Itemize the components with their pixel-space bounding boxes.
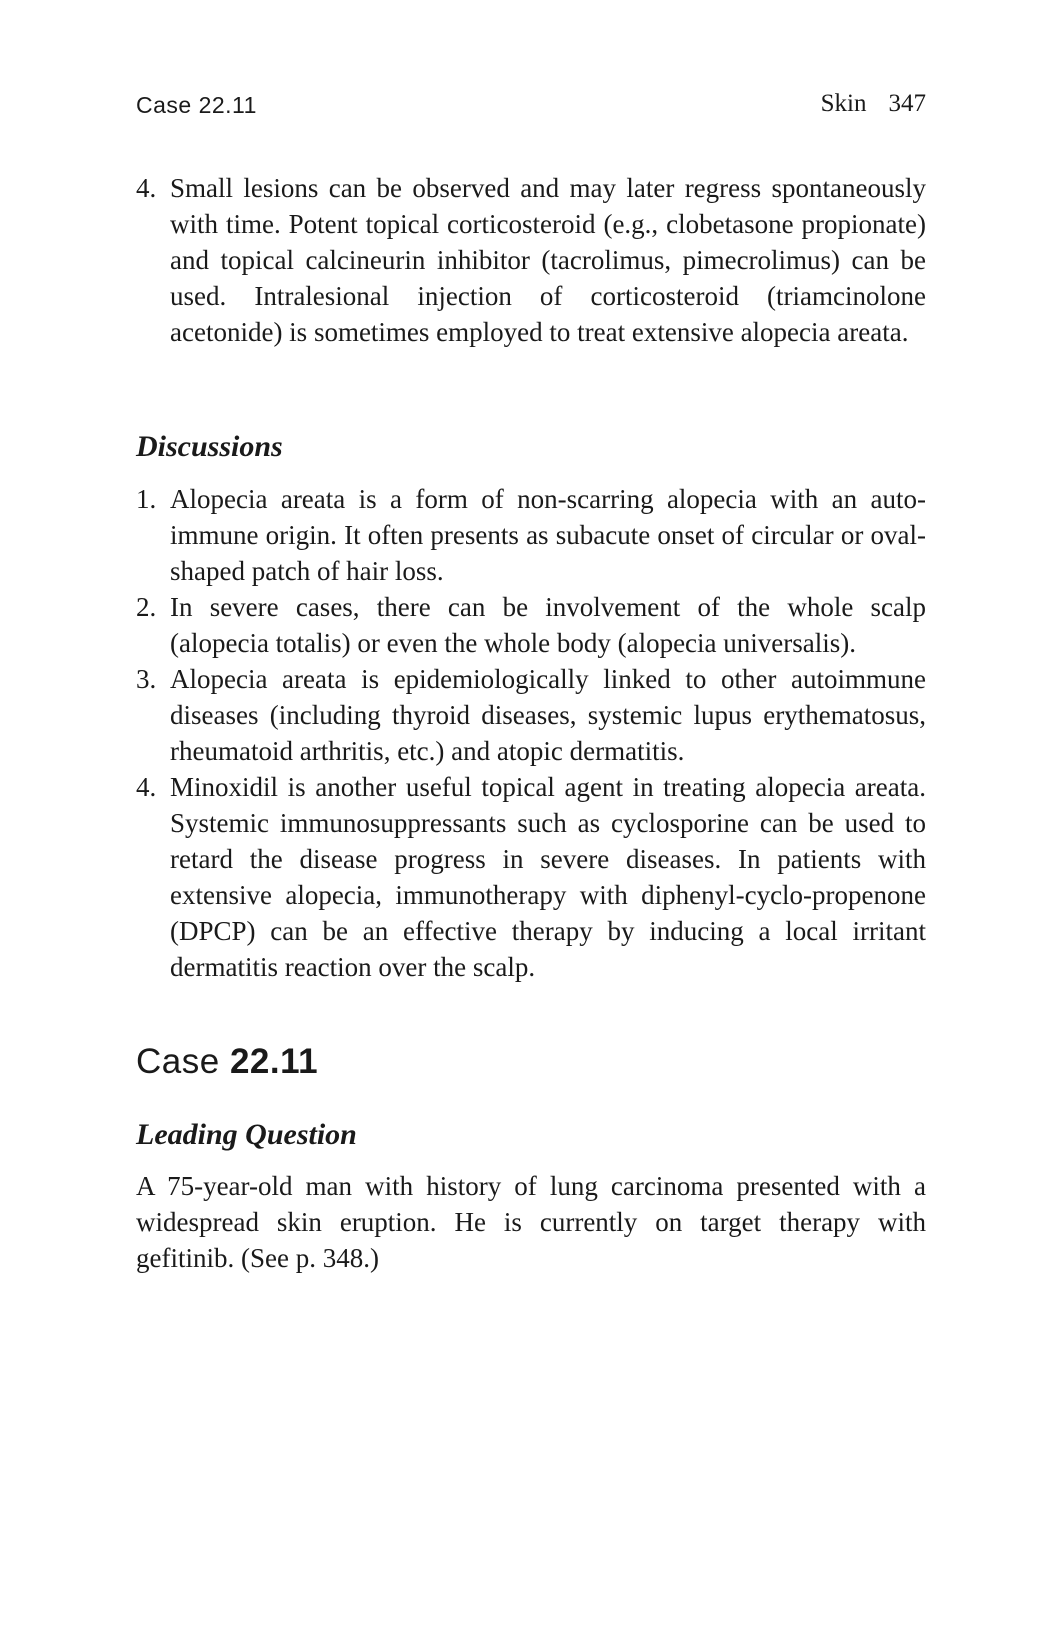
case-heading-number: 22.11 [229, 1042, 319, 1081]
leading-question-heading: Leading Question [136, 1118, 357, 1151]
list-item [136, 170, 926, 350]
continued-list [136, 170, 926, 350]
running-head-right [821, 90, 926, 118]
list-item-text: Small lesions can be observed and may later regress spontaneously with time. Potent topical corticosteroid (e.g., clobetasone propionate) and topical calcineurin inhibitor (tacrolimus, pimecrolimus) can be used. Intralesional injection of corticosteroid (triamcinolone acetonide) is sometimes employed to treat extensive alopecia areata. [170, 173, 926, 347]
list-item-text: In severe cases, there can be involvement of the whole scalp (alopecia totalis) or even the whole body (alopecia universalis). [170, 592, 926, 658]
list-item-number: 1. [136, 484, 157, 514]
list-item-text: Alopecia areata is a form of non-scarring alopecia with an autoimmune origin. It often presents as subacute onset of circular or oval-shaped patch of hair loss. [170, 484, 926, 586]
list-item-number: 3. [136, 664, 157, 694]
leading-question-text: A 75-year-old man with history of lung carcinoma presented with a widespread skin eruption. He is currently on target therapy with gefitinib. (See p. 348.) [136, 1171, 926, 1273]
list-item [136, 769, 926, 985]
discussions-heading: Discussions [136, 430, 283, 463]
list-item-number: 4. [136, 173, 157, 203]
list-item [136, 481, 926, 589]
list-item-number: 4. [136, 772, 157, 802]
running-head-case: Case 22.11 [136, 92, 257, 118]
discussions-list [136, 481, 926, 985]
list-item [136, 589, 926, 661]
running-head-section: Skin [820, 90, 867, 117]
list-item-number: 2. [136, 592, 157, 622]
case-heading [136, 1042, 318, 1082]
leading-question-body [136, 1168, 926, 1276]
list-item-text: Alopecia areata is epidemiologically linked to other autoimmune diseases (including thyroid diseases, systemic lupus erythematosus, rheumatoid arthritis, etc.) and atopic dermatitis. [170, 664, 926, 766]
page-number: 347 [888, 90, 926, 117]
running-head [136, 92, 926, 126]
case-heading-label: Case [136, 1042, 220, 1081]
list-item-text: Minoxidil is another useful topical agent in treating alopecia areata. Systemic immunosuppressants such as cyclosporine can be used to retard the disease progress in severe diseases. In patients with extensive alopecia, immunotherapy with diphenyl-cyclo-propenone (DPCP) can be an effective therapy by inducing a local irritant dermatitis reaction over the scalp. [170, 772, 926, 982]
list-item [136, 661, 926, 769]
